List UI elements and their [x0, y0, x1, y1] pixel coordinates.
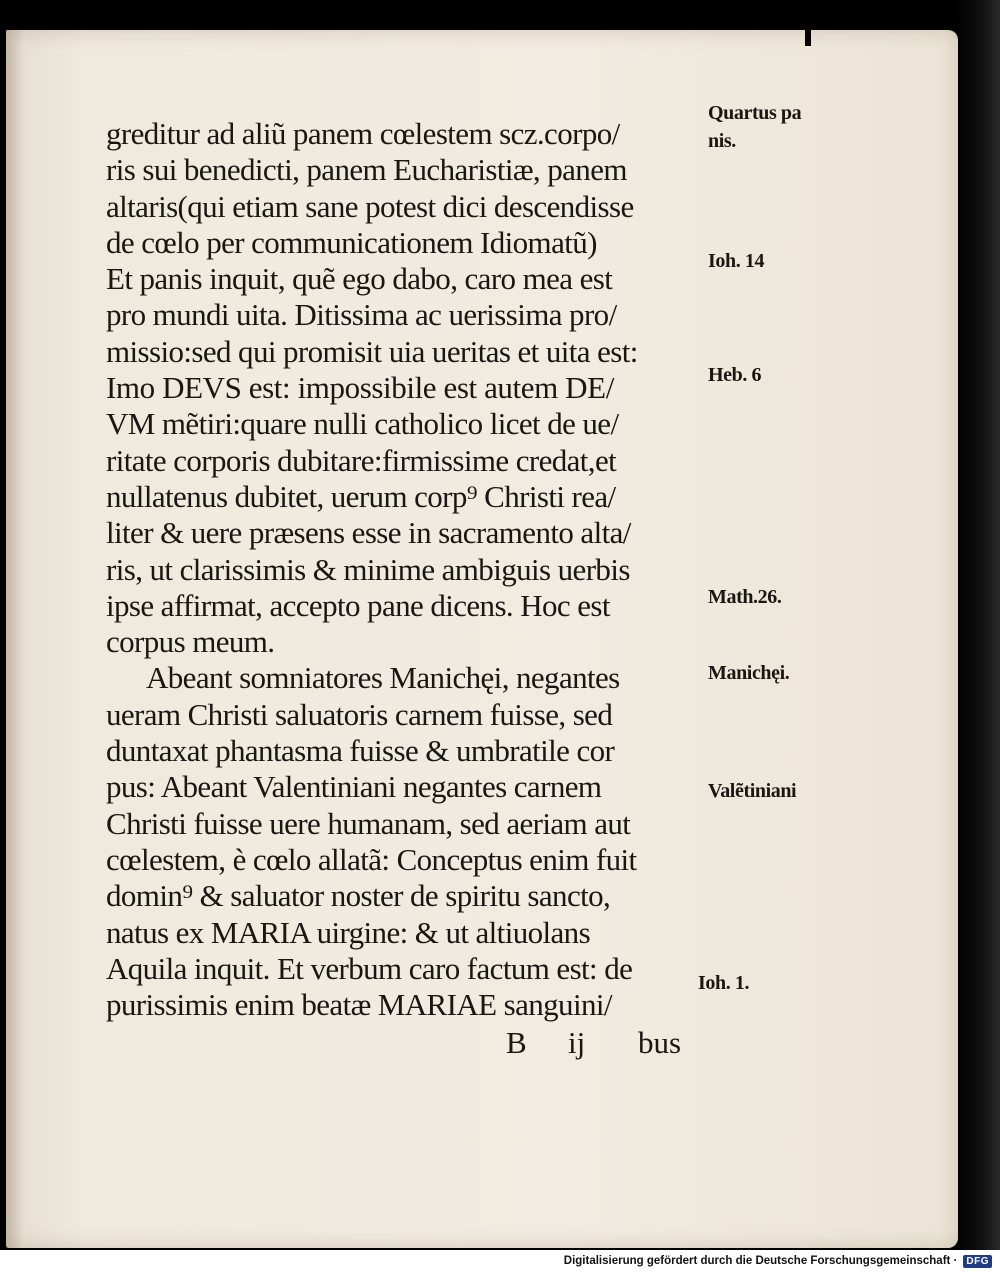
marginal-note: Quartus pa	[708, 102, 802, 124]
text-line: domin⁹ & saluator noster de spiritu sancto,	[106, 878, 611, 914]
marginal-note: nis.	[708, 130, 736, 152]
text-line: Et panis inquit, quẽ ego dabo, caro mea est	[106, 261, 613, 297]
text-line: pro mundi uita. Ditissima ac uerissima pro/	[106, 297, 617, 333]
text-line: natus ex MARIA uirgine: & ut altiuolans	[106, 914, 591, 950]
dfg-logo: DFG	[963, 1255, 992, 1268]
text-line: ueram Christi saluatoris carnem fuisse, sed	[106, 696, 613, 732]
paragraph-start-line: Abeant somniatores Manichęi, negantes	[146, 660, 620, 696]
scanner-edge	[956, 0, 1000, 1250]
text-line: corpus meum.	[106, 624, 275, 660]
text-line: ritate corporis dubitare:firmissime credat,et	[106, 442, 617, 478]
catchwords-line	[106, 1023, 706, 1063]
signature-number: ij	[568, 1025, 586, 1061]
text-line: altaris(qui etiam sane potest dici descendisse	[106, 188, 634, 224]
catchword: bus	[638, 1025, 682, 1061]
text-line: ris sui benedicti, panem Eucharistiæ, panem	[106, 152, 627, 188]
marginal-note: Heb. 6	[708, 364, 762, 386]
text-line: de cœlo per communicationem Idiomatũ)	[106, 224, 597, 260]
text-line: Imo DEVS est: impossibile est autem DE/	[106, 370, 614, 406]
text-line: duntaxat phantasma fuisse & umbratile cor	[106, 733, 615, 769]
text-line: missio:sed qui promisit uia ueritas et uita est:	[106, 333, 638, 369]
text-line: VM mẽtiri:quare nulli catholico licet de ue/	[106, 406, 619, 442]
marginal-note: Ioh. 14	[708, 250, 765, 272]
text-line: Christi fuisse uere humanam, sed aeriam aut	[106, 805, 631, 841]
book-page	[6, 30, 958, 1248]
marginal-note: Math.26.	[708, 586, 782, 608]
marginal-note: Valẽtiniani	[708, 780, 797, 802]
text-line: Aquila inquit. Et verbum caro factum est: de	[106, 950, 633, 986]
scan-notch	[805, 30, 811, 46]
footer-bar	[0, 1250, 1000, 1272]
text-line: ris, ut clarissimis & minime ambiguis uerbis	[106, 551, 630, 587]
text-line: nullatenus dubitet, uerum corp⁹ Christi rea/	[106, 478, 616, 514]
text-line: liter & uere præsens esse in sacramento alta/	[106, 515, 631, 551]
marginal-note: Ioh. 1.	[698, 972, 750, 994]
text-line: cœlestem, è cœlo allatã: Conceptus enim fuit	[106, 841, 637, 877]
text-line: ipse affirmat, accepto pane dicens. Hoc est	[106, 587, 610, 623]
funding-credit: Digitalisierung gefördert durch die Deutsche Forschungsgemeinschaft ·	[563, 1255, 958, 1267]
marginal-note: Manichęi.	[708, 662, 790, 684]
text-line: greditur ad aliũ panem cœlestem scz.corpo/	[106, 116, 620, 151]
text-line: purissimis enim beatæ MARIAE sanguini/	[106, 987, 612, 1023]
signature-mark: B	[506, 1025, 527, 1061]
text-line: pus: Abeant Valentiniani negantes carnem	[106, 769, 602, 805]
page-body-text	[106, 116, 706, 1063]
